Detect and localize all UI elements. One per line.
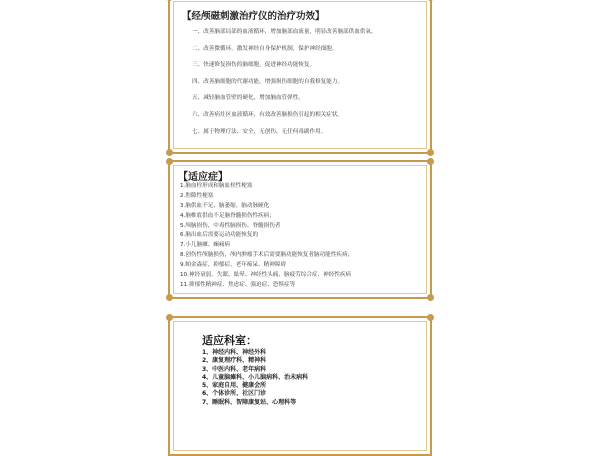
indication-item: 5.颅脑损伤，中毒性脑损伤、脊髓损伤者 bbox=[180, 222, 281, 229]
corner-ornament bbox=[166, 0, 173, 1]
departments-title: 适应科室： bbox=[202, 334, 257, 347]
department-item: 4、儿童脑瘫科、小儿脑病科、治未病科 bbox=[202, 373, 309, 381]
corner-ornament bbox=[166, 314, 173, 321]
corner-ornament bbox=[427, 0, 434, 1]
indications-panel bbox=[168, 160, 432, 299]
corner-ornament bbox=[427, 158, 434, 165]
efficacy-item: 六、改善病灶区血液循环，有效改善脑损伤引起的相关症状。 bbox=[192, 111, 344, 118]
corner-ornament bbox=[166, 149, 173, 156]
efficacy-item: 五、减轻脑血管壁的硬化，增加脑血管弹性。 bbox=[192, 95, 304, 102]
efficacy-item: 七、属于物理疗法、安全、无创伤、无任何毒副作用。 bbox=[192, 128, 327, 135]
indication-item: 4.脑椎底供血不足脑脊髓损伤性疾病； bbox=[180, 212, 275, 219]
indication-item: 8.创伤性颅脑损伤，颅内肿瘤手术后需要脑功能恢复者脑功能性疾病； bbox=[180, 252, 354, 259]
indication-item: 10.神经衰弱、失眠、眩晕、神经性头痛、脑疲劳综合症、神经性疾病 bbox=[180, 272, 352, 279]
corner-ornament bbox=[166, 158, 173, 165]
indication-item: 7.小儿脑瘫、癫痫病 bbox=[180, 242, 231, 249]
corner-ornament bbox=[427, 149, 434, 156]
departments-panel bbox=[168, 316, 432, 456]
corner-ornament bbox=[427, 294, 434, 301]
corner-ornament bbox=[166, 294, 173, 301]
efficacy-title: 【经颅磁刺激治疗仪的治疗功效】 bbox=[182, 11, 325, 22]
department-item: 2、康复理疗科、精神科 bbox=[202, 357, 267, 365]
department-item: 5、家庭自用、健康会所 bbox=[202, 382, 267, 390]
efficacy-item: 一、改善脑部局部的血液循环，增加脑部血流量，明显改善脑部供血供氧。 bbox=[192, 29, 377, 35]
efficacy-item: 三、快速修复损伤的脑细胞，促进神经功能恢复。 bbox=[192, 62, 316, 69]
indication-item: 11.抑郁性精神症、焦虑症、强迫症、恐惧症等 bbox=[180, 281, 296, 288]
departments-list bbox=[202, 349, 308, 407]
efficacy-panel bbox=[168, 0, 432, 154]
department-item: 7、睡眠科、智障康复站、心理科等 bbox=[202, 398, 297, 406]
indication-item: 3.脑供血不足、脑萎缩、脑动脉硬化 bbox=[180, 202, 270, 209]
efficacy-item: 二、改善微循环，激发神经自身保护机制，保护神经细胞。 bbox=[192, 45, 338, 52]
corner-ornament bbox=[427, 314, 434, 321]
indications-list bbox=[180, 182, 353, 291]
efficacy-list bbox=[192, 26, 377, 142]
department-item: 6、个体诊所、社区门诊 bbox=[202, 390, 267, 398]
department-item: 1、神经内科、神经外科 bbox=[202, 349, 267, 356]
indication-item: 9.帕金森症、抑郁症、老年痴呆、精神障碍 bbox=[180, 262, 287, 269]
indications-title: 【适应症】 bbox=[178, 172, 228, 183]
indication-item: 1.脑血栓形成和脑血栓性梗塞 bbox=[180, 183, 253, 189]
department-item: 3、中医内科、老年病科 bbox=[202, 365, 267, 373]
efficacy-item: 四、改善脑细胞的代谢功能，增强损伤细胞的自我修复能力。 bbox=[192, 78, 344, 85]
indication-item: 6.脑出血后需要运动功能恢复的 bbox=[180, 232, 259, 239]
indication-item: 2.腔隙性梗塞 bbox=[180, 192, 214, 199]
